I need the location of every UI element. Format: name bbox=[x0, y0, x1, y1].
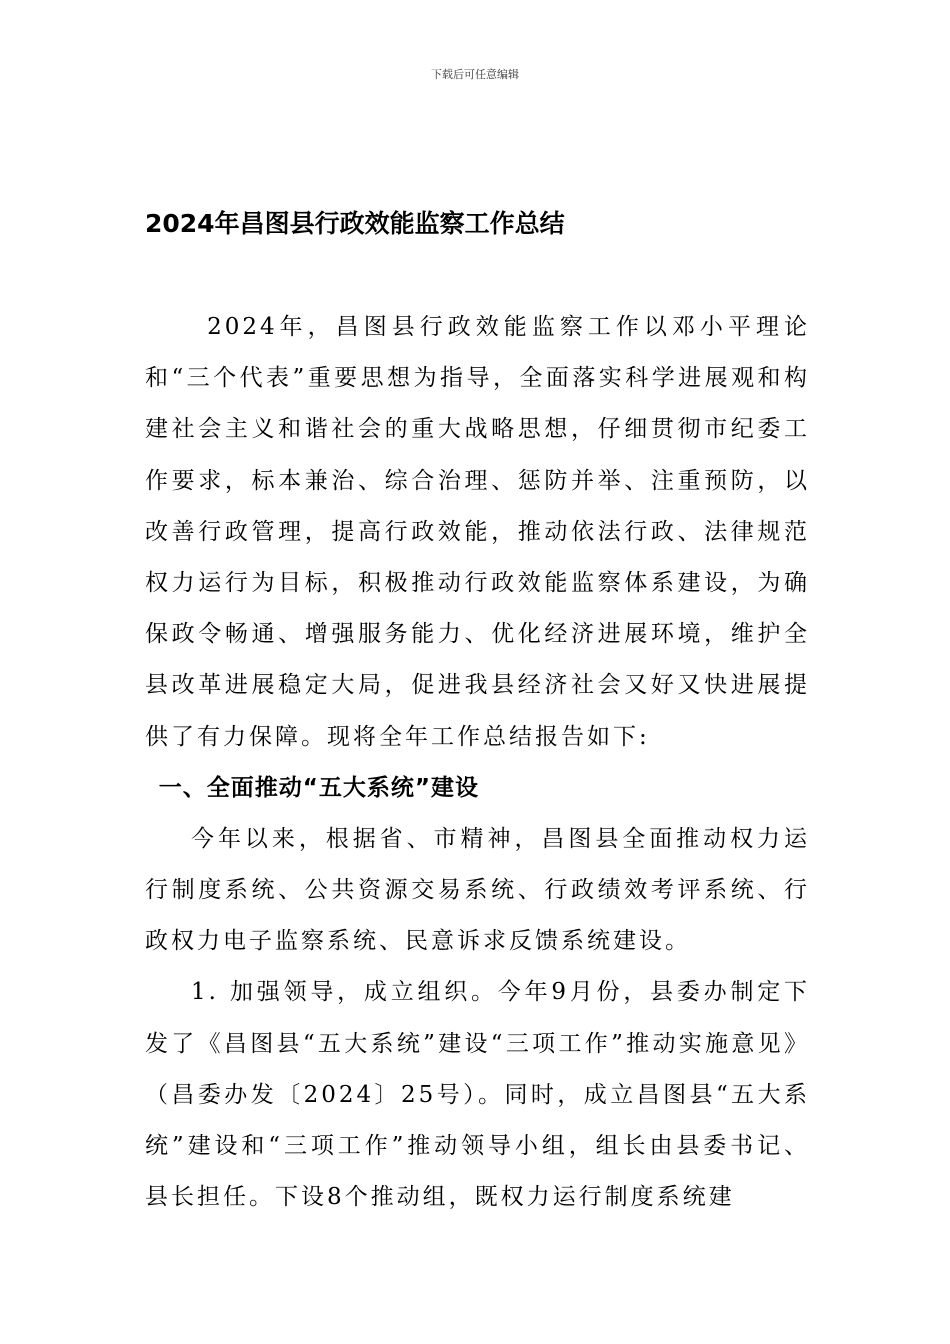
document-title: 2024年昌图县行政效能监察工作总结 bbox=[145, 209, 565, 238]
intro-paragraph: 2024年，昌图县行政效能监察工作以邓小平理论和“三个代表”重要思想为指导，全面落实科学进展观和构建社会主义和谐社会的重大战略思想，仔细贯彻市纪委工作要求，标本兼治、综合治理、惩防并举、注重预防，以改善行政管理，提高行政效能，推动依法行政、法律规范权力运行为目标，积极推动行政效能监察体系建设，为确保政令畅通、增强服务能力、优化经济进展环境，维护全县改革进展稳定大局，促进我县经济社会又好又快进展提供了有力保障。现将全年工作总结报告如下: bbox=[145, 314, 810, 750]
header-note: 下载后可任意编辑 bbox=[431, 68, 519, 81]
document-body bbox=[145, 302, 810, 1223]
section-paragraph: 今年以来，根据省、市精神，昌图县全面推动权力运行制度系统、公共资源交易系统、行政绩效考评系统、行政权力电子监察系统、民意诉求反馈系统建设。 bbox=[145, 825, 810, 955]
item-paragraph: 1. 加强领导，成立组织。今年9月份，县委办制定下发了《昌图县“五大系统”建设“三项工作”推动实施意见》（昌委办发〔2024〕25号）。同时，成立昌图县“五大系统”建设和“三项工作”推动领导小组，组长由县委书记、县长担任。下设8个推动组，既权力运行制度系统建 bbox=[145, 979, 810, 1211]
section-heading: 一、全面推动“五大系统”建设 bbox=[158, 774, 480, 801]
